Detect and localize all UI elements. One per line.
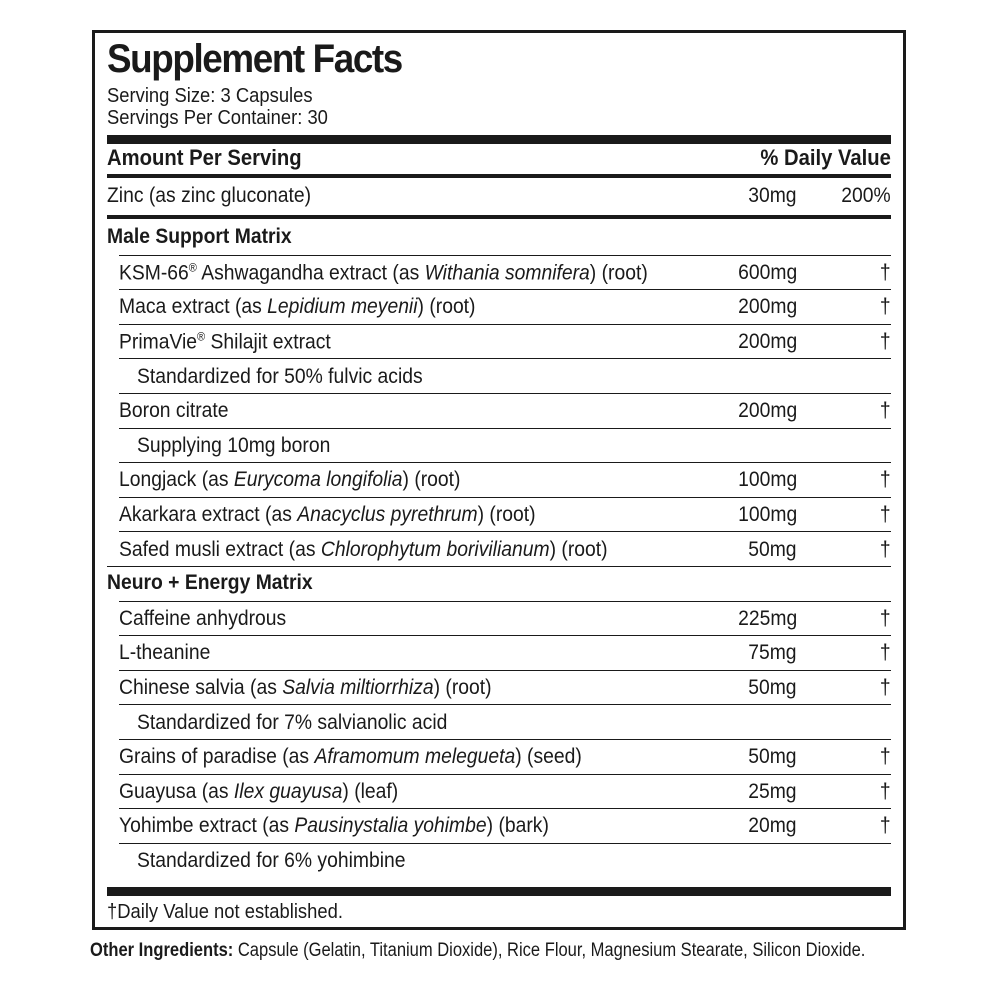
ingredient-dv: † [880, 468, 891, 492]
ingredient-dv: † [880, 779, 891, 803]
ingredient-row [119, 289, 891, 325]
ingredient-amount: 100mg [737, 503, 797, 527]
name-part: Akarkara extract (as [119, 503, 298, 527]
name-part: ) (root) [417, 295, 476, 319]
name-part: ) (leaf) [342, 779, 399, 803]
section-header-row [107, 566, 891, 601]
amount-per-serving-header: Amount Per Serving [107, 145, 302, 170]
ingredient-dv: † [880, 399, 891, 423]
nutrient-name: Zinc (as zinc gluconate) [107, 184, 312, 207]
ingredient-amount: 600mg [737, 260, 797, 284]
daily-value-header: % Daily Value [760, 145, 891, 170]
ingredient-name [119, 399, 229, 423]
ingredient-amount: 200mg [737, 330, 797, 354]
sub-ingredient-row [119, 358, 891, 394]
botanical-name: Withania somnifera [424, 261, 590, 285]
ingredient-row [119, 393, 891, 429]
ingredient-name: Standardized for 7% salvianolic acid [137, 710, 448, 734]
ingredient-dv: † [880, 745, 891, 769]
ingredient-row [119, 808, 891, 844]
ingredient-row [119, 601, 891, 637]
thick-divider [107, 887, 891, 896]
ingredient-dv: † [880, 676, 891, 700]
name-part: PrimaVie [119, 330, 198, 354]
botanical-name: Lepidium meyenii [267, 295, 418, 319]
name-part: ) (root) [433, 676, 492, 700]
name-part: ) (root) [589, 261, 648, 285]
registered-mark: ® [197, 329, 206, 344]
ingredient-name [119, 330, 331, 355]
ingredient-name: Supplying 10mg boron [137, 433, 331, 457]
sub-ingredient-row [119, 704, 891, 740]
ingredient-row [119, 324, 891, 360]
ingredient-amount: 50mg [748, 676, 797, 700]
name-part: Grains of paradise (as [119, 745, 315, 769]
ingredient-name [119, 780, 398, 804]
other-ingredients-text: Capsule (Gelatin, Titanium Dioxide), Rice Flour, Magnesium Stearate, Silicon Dioxide. [233, 940, 866, 961]
botanical-name: Eurycoma longifolia [233, 468, 403, 492]
ingredient-row [119, 635, 891, 671]
name-part: ) (root) [402, 468, 461, 492]
ingredient-name [119, 468, 460, 492]
ingredient-amount: 50mg [748, 537, 797, 561]
ingredient-name: Standardized for 6% yohimbine [137, 849, 406, 873]
botanical-name: Aframomum melegueta [314, 745, 516, 769]
ingredient-row [119, 462, 891, 498]
ingredient-amount: 200mg [737, 399, 797, 423]
medium-divider [107, 215, 891, 219]
ingredient-dv: † [880, 330, 891, 354]
ingredient-amount: 50mg [748, 745, 797, 769]
ingredient-dv: † [880, 814, 891, 838]
ingredient-name [119, 814, 549, 838]
serving-size: Serving Size: 3 Capsules [107, 85, 313, 107]
other-ingredients [90, 940, 865, 962]
ingredient-amount: 225mg [737, 606, 797, 630]
botanical-name: Chlorophytum borivilianum [320, 537, 550, 561]
supplement-facts-panel [92, 30, 906, 930]
name-part: Boron citrate [119, 399, 229, 423]
ingredient-amount: 75mg [748, 641, 797, 665]
botanical-name: Anacyclus pyrethrum [297, 503, 478, 527]
botanical-name: Ilex guayusa [233, 779, 343, 803]
ingredient-row [119, 531, 891, 567]
name-part: ) (bark) [486, 814, 549, 838]
thick-divider [107, 135, 891, 144]
footnote: †Daily Value not established. [107, 901, 343, 923]
zinc-row [107, 178, 891, 214]
section-title: Male Support Matrix [107, 225, 292, 249]
ingredient-name [119, 607, 286, 631]
name-part: Guayusa (as [119, 779, 234, 803]
ingredient-name [119, 295, 475, 319]
name-part: Caffeine anhydrous [119, 606, 287, 630]
ingredient-dv: † [880, 503, 891, 527]
name-part: ) (seed) [515, 745, 582, 769]
ingredient-name [119, 676, 492, 700]
name-part: L-theanine [119, 641, 211, 665]
ingredient-name [119, 503, 536, 527]
ingredient-row [119, 739, 891, 775]
name-part: Yohimbe extract (as [119, 814, 295, 838]
other-ingredients-label: Other Ingredients: [90, 940, 234, 961]
servings-per-container: Servings Per Container: 30 [107, 107, 328, 129]
nutrient-amount: 30mg [748, 184, 797, 207]
ingredient-name [119, 538, 608, 562]
ingredient-dv: † [880, 606, 891, 630]
name-part: ) (root) [477, 503, 536, 527]
ingredient-amount: 20mg [748, 814, 797, 838]
sub-ingredient-row [119, 843, 891, 879]
ingredient-amount: 25mg [748, 779, 797, 803]
panel-title: Supplement Facts [107, 37, 402, 81]
ingredient-name [119, 641, 210, 665]
ingredient-amount: 200mg [737, 295, 797, 319]
ingredient-name [119, 260, 648, 285]
ingredient-dv: † [880, 641, 891, 665]
registered-mark: ® [188, 260, 197, 275]
ingredient-dv: † [880, 295, 891, 319]
section-header-row [107, 220, 891, 255]
ingredient-row [119, 255, 891, 291]
ingredient-dv: † [880, 537, 891, 561]
sub-ingredient-row [119, 428, 891, 464]
ingredient-row [119, 497, 891, 533]
section-title: Neuro + Energy Matrix [107, 571, 313, 595]
name-part: Longjack (as [119, 468, 234, 492]
ingredient-row [119, 670, 891, 706]
name-part: ) (root) [549, 537, 608, 561]
ingredient-name: Standardized for 50% fulvic acids [137, 364, 423, 388]
name-part: Safed musli extract (as [119, 537, 321, 561]
nutrient-dv: 200% [841, 184, 891, 207]
name-part: KSM-66 [119, 261, 189, 285]
name-part: Maca extract (as [119, 295, 268, 319]
name-part: Shilajit extract [205, 330, 331, 354]
ingredient-dv: † [880, 260, 891, 284]
name-part: Chinese salvia (as [119, 676, 283, 700]
ingredient-row [119, 774, 891, 810]
ingredient-amount: 100mg [737, 468, 797, 492]
botanical-name: Salvia miltiorrhiza [282, 676, 434, 700]
botanical-name: Pausinystalia yohimbe [294, 814, 487, 838]
ingredient-name [119, 745, 582, 769]
name-part: Ashwagandha extract (as [196, 261, 425, 285]
